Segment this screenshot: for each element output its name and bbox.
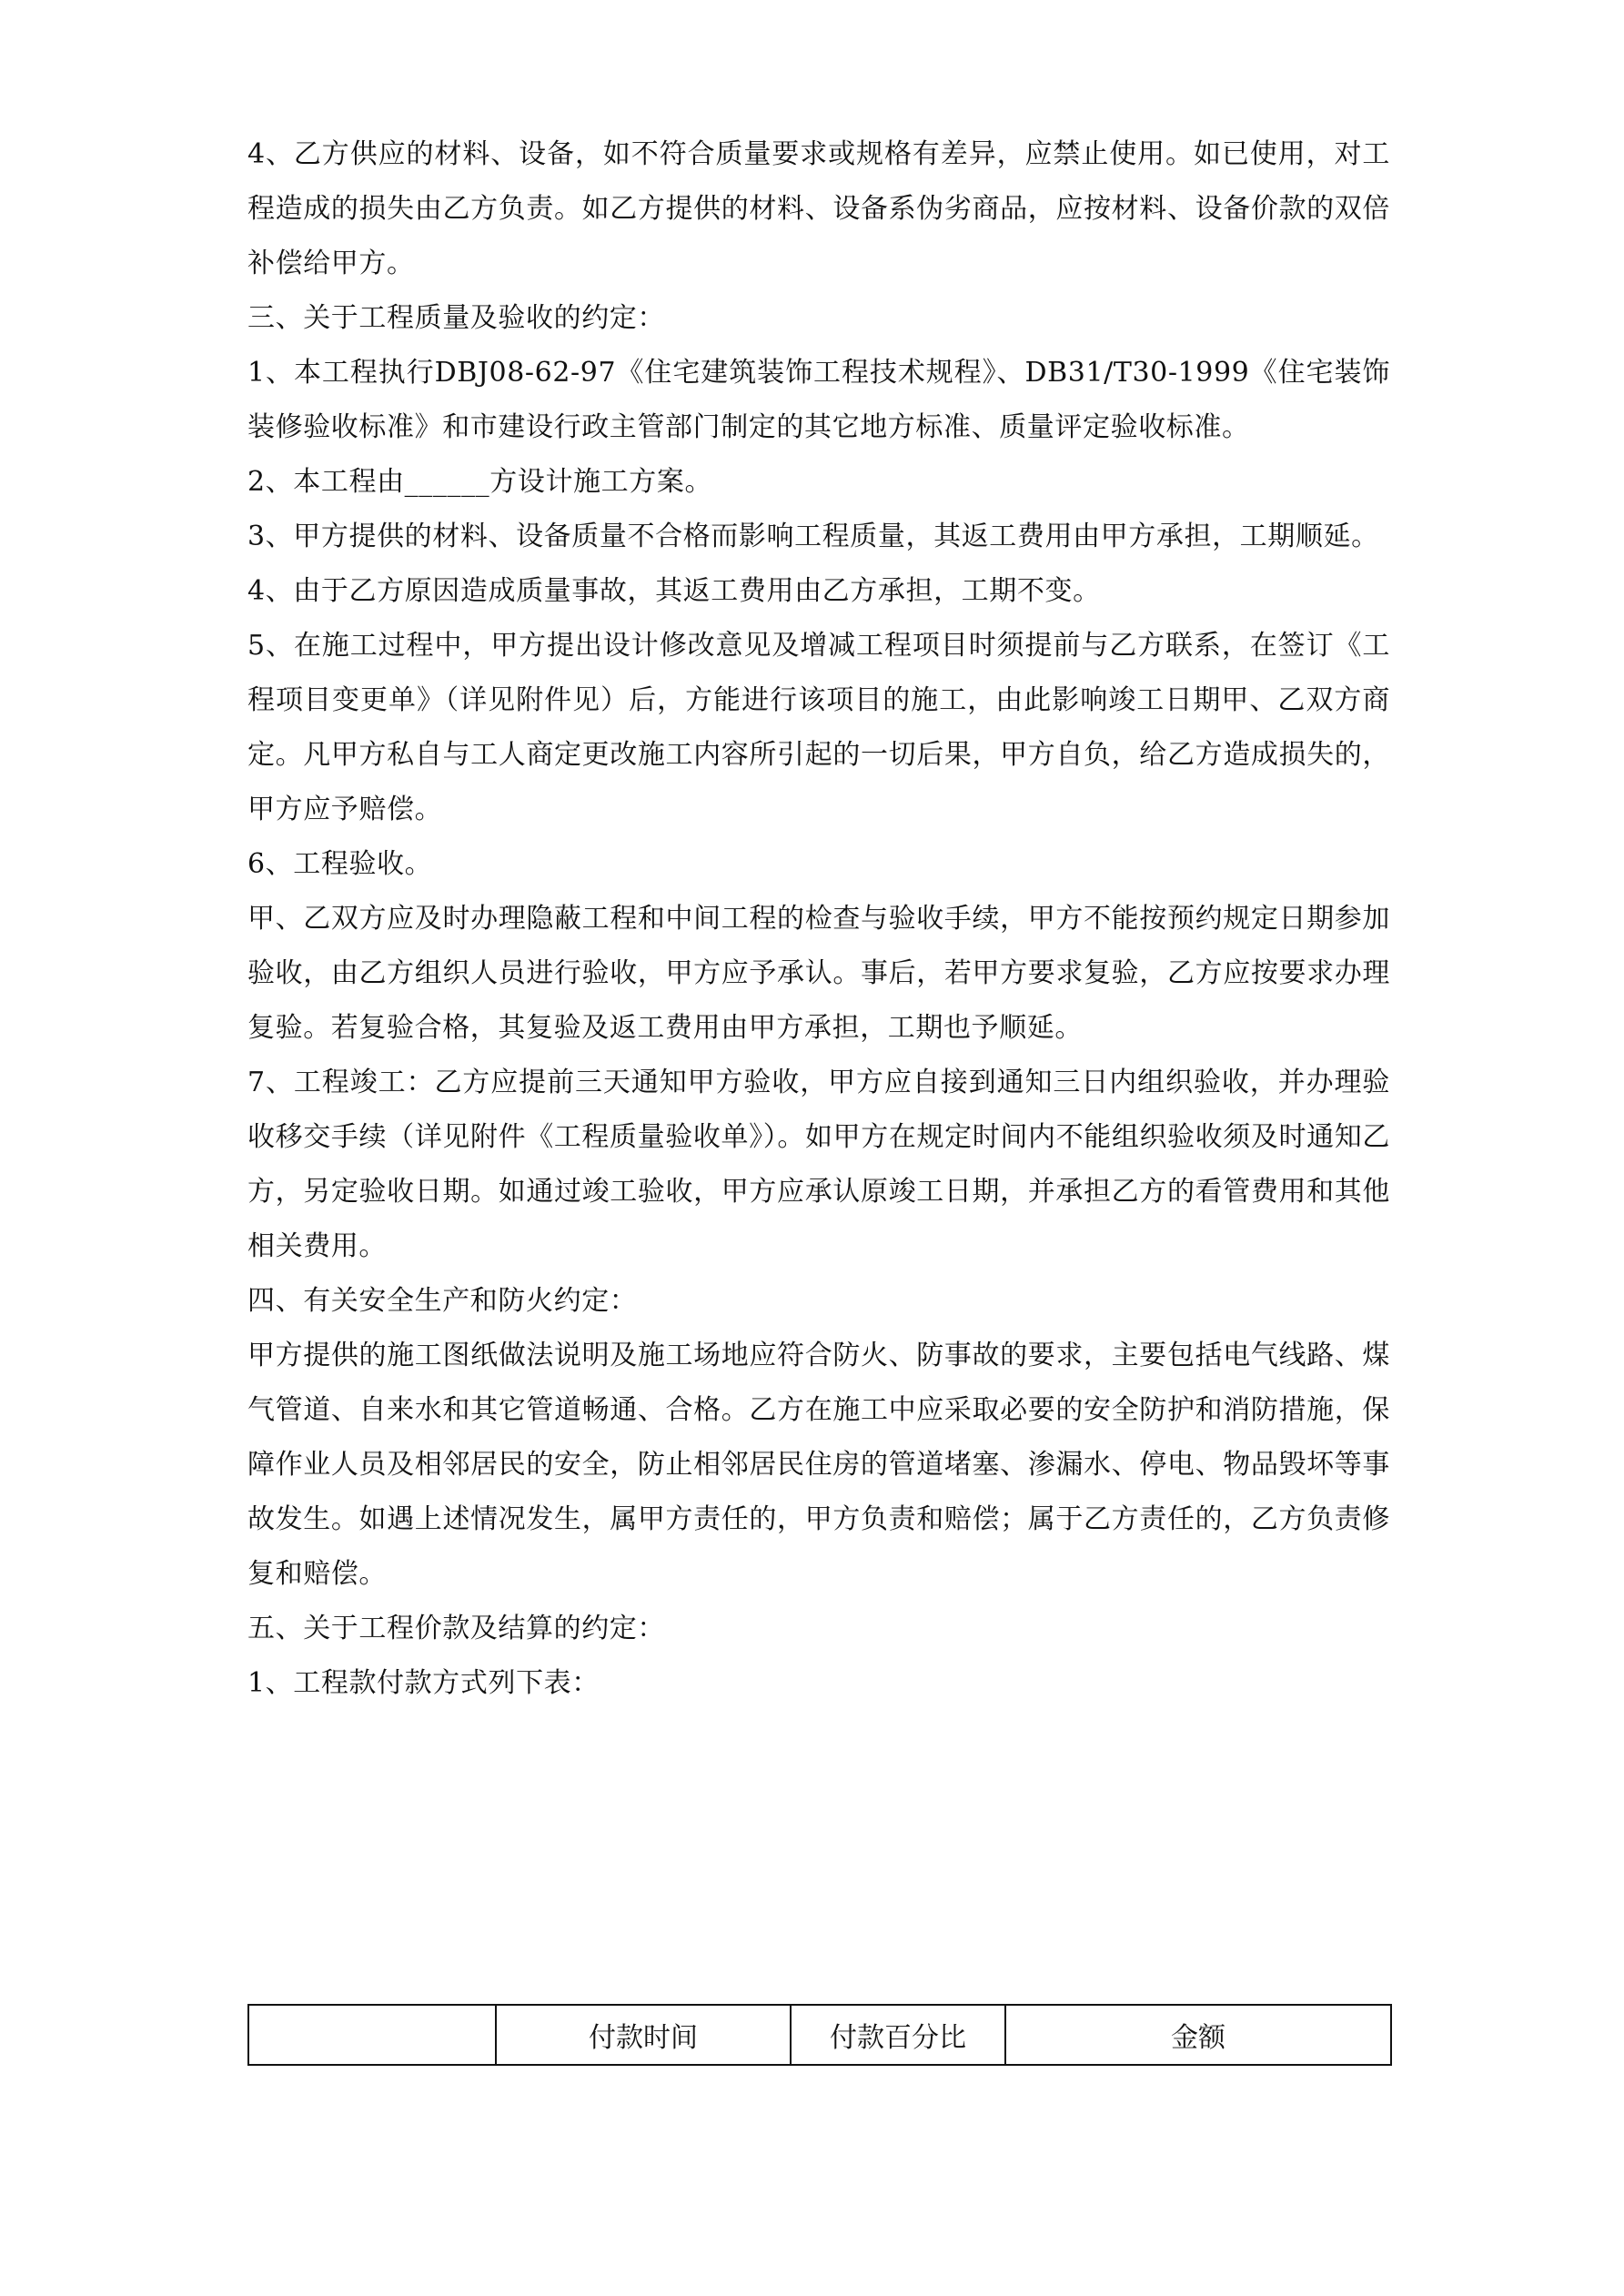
section-3-heading: 三、关于工程质量及验收的约定： — [247, 302, 665, 334]
table-header-payment-percentage: 付款百分比 — [791, 2005, 1005, 2065]
table-header-amount: 金额 — [1005, 2005, 1391, 2065]
clause-1-payment-method: 1、工程款付款方式列下表： — [247, 1667, 600, 1699]
payment-table — [247, 2004, 1392, 2066]
clause-1-standards: 1、本工程执行DBJ08-62-97《住宅建筑装饰工程技术规程》、DB31/T30-1999《住宅装饰装修验收标准》和市建设行政主管部门制定的其它地方标准、质量评定验收标准。 — [247, 357, 1390, 443]
table-header-blank — [248, 2005, 496, 2065]
clause-3-materials-quality: 3、甲方提供的材料、设备质量不合格而影响工程质量，其返工费用由甲方承担，工期顺延。 — [247, 521, 1379, 552]
table-row — [248, 2005, 1391, 2065]
clause-6-acceptance-detail: 甲、乙双方应及时办理隐蔽工程和中间工程的检查与验收手续，甲方不能按预约规定日期参加验收，由乙方组织人员进行验收，甲方应予承认。事后，若甲方要求复验，乙方应按要求办理复验。若复验合格，其复验及返工费用由甲方承担，工期也予顺延。 — [247, 903, 1390, 1044]
clause-4-materials: 4、乙方供应的材料、设备，如不符合质量要求或规格有差异，应禁止使用。如已使用，对工程造成的损失由乙方负责。如乙方提供的材料、设备系伪劣商品，应按材料、设备价款的双倍补偿给甲方。 — [247, 138, 1390, 279]
section-5-heading: 五、关于工程价款及结算的约定： — [247, 1613, 665, 1644]
clause-6-acceptance: 6、工程验收。 — [247, 848, 433, 880]
clause-5-design-change: 5、在施工过程中，甲方提出设计修改意见及增减工程项目时须提前与乙方联系，在签订《工程项目变更单》（详见附件见）后，方能进行该项目的施工，由此影响竣工日期甲、乙双方商定。凡甲方私自与工人商定更改施工内容所引起的一切后果，甲方自负，给乙方造成损失的，甲方应予赔偿。 — [247, 630, 1390, 825]
contract-body — [247, 127, 1390, 1711]
clause-2-design: 2、本工程由______方设计施工方案。 — [247, 466, 713, 498]
section-4-safety-detail: 甲方提供的施工图纸做法说明及施工场地应符合防火、防事故的要求，主要包括电气线路、煤气管道、自来水和其它管道畅通、合格。乙方在施工中应采取必要的安全防护和消防措施，保障作业人员及相邻居民的安全，防止相邻居民住房的管道堵塞、渗漏水、停电、物品毁坏等事故发生。如遇上述情况发生，属甲方责任的，甲方负责和赔偿；属于乙方责任的，乙方负责修复和赔偿。 — [247, 1340, 1390, 1590]
section-4-heading: 四、有关安全生产和防火约定： — [247, 1285, 638, 1317]
table-header-payment-time: 付款时间 — [496, 2005, 791, 2065]
clause-7-completion: 7、工程竣工：乙方应提前三天通知甲方验收，甲方应自接到通知三日内组织验收，并办理验收移交手续（详见附件《工程质量验收单》）。如甲方在规定时间内不能组织验收须及时通知乙方，另定验收日期。如通过竣工验收，甲方应承认原竣工日期，并承担乙方的看管费用和其他相关费用。 — [247, 1067, 1390, 1262]
clause-4-quality-accident: 4、由于乙方原因造成质量事故，其返工费用由乙方承担，工期不变。 — [247, 575, 1101, 607]
